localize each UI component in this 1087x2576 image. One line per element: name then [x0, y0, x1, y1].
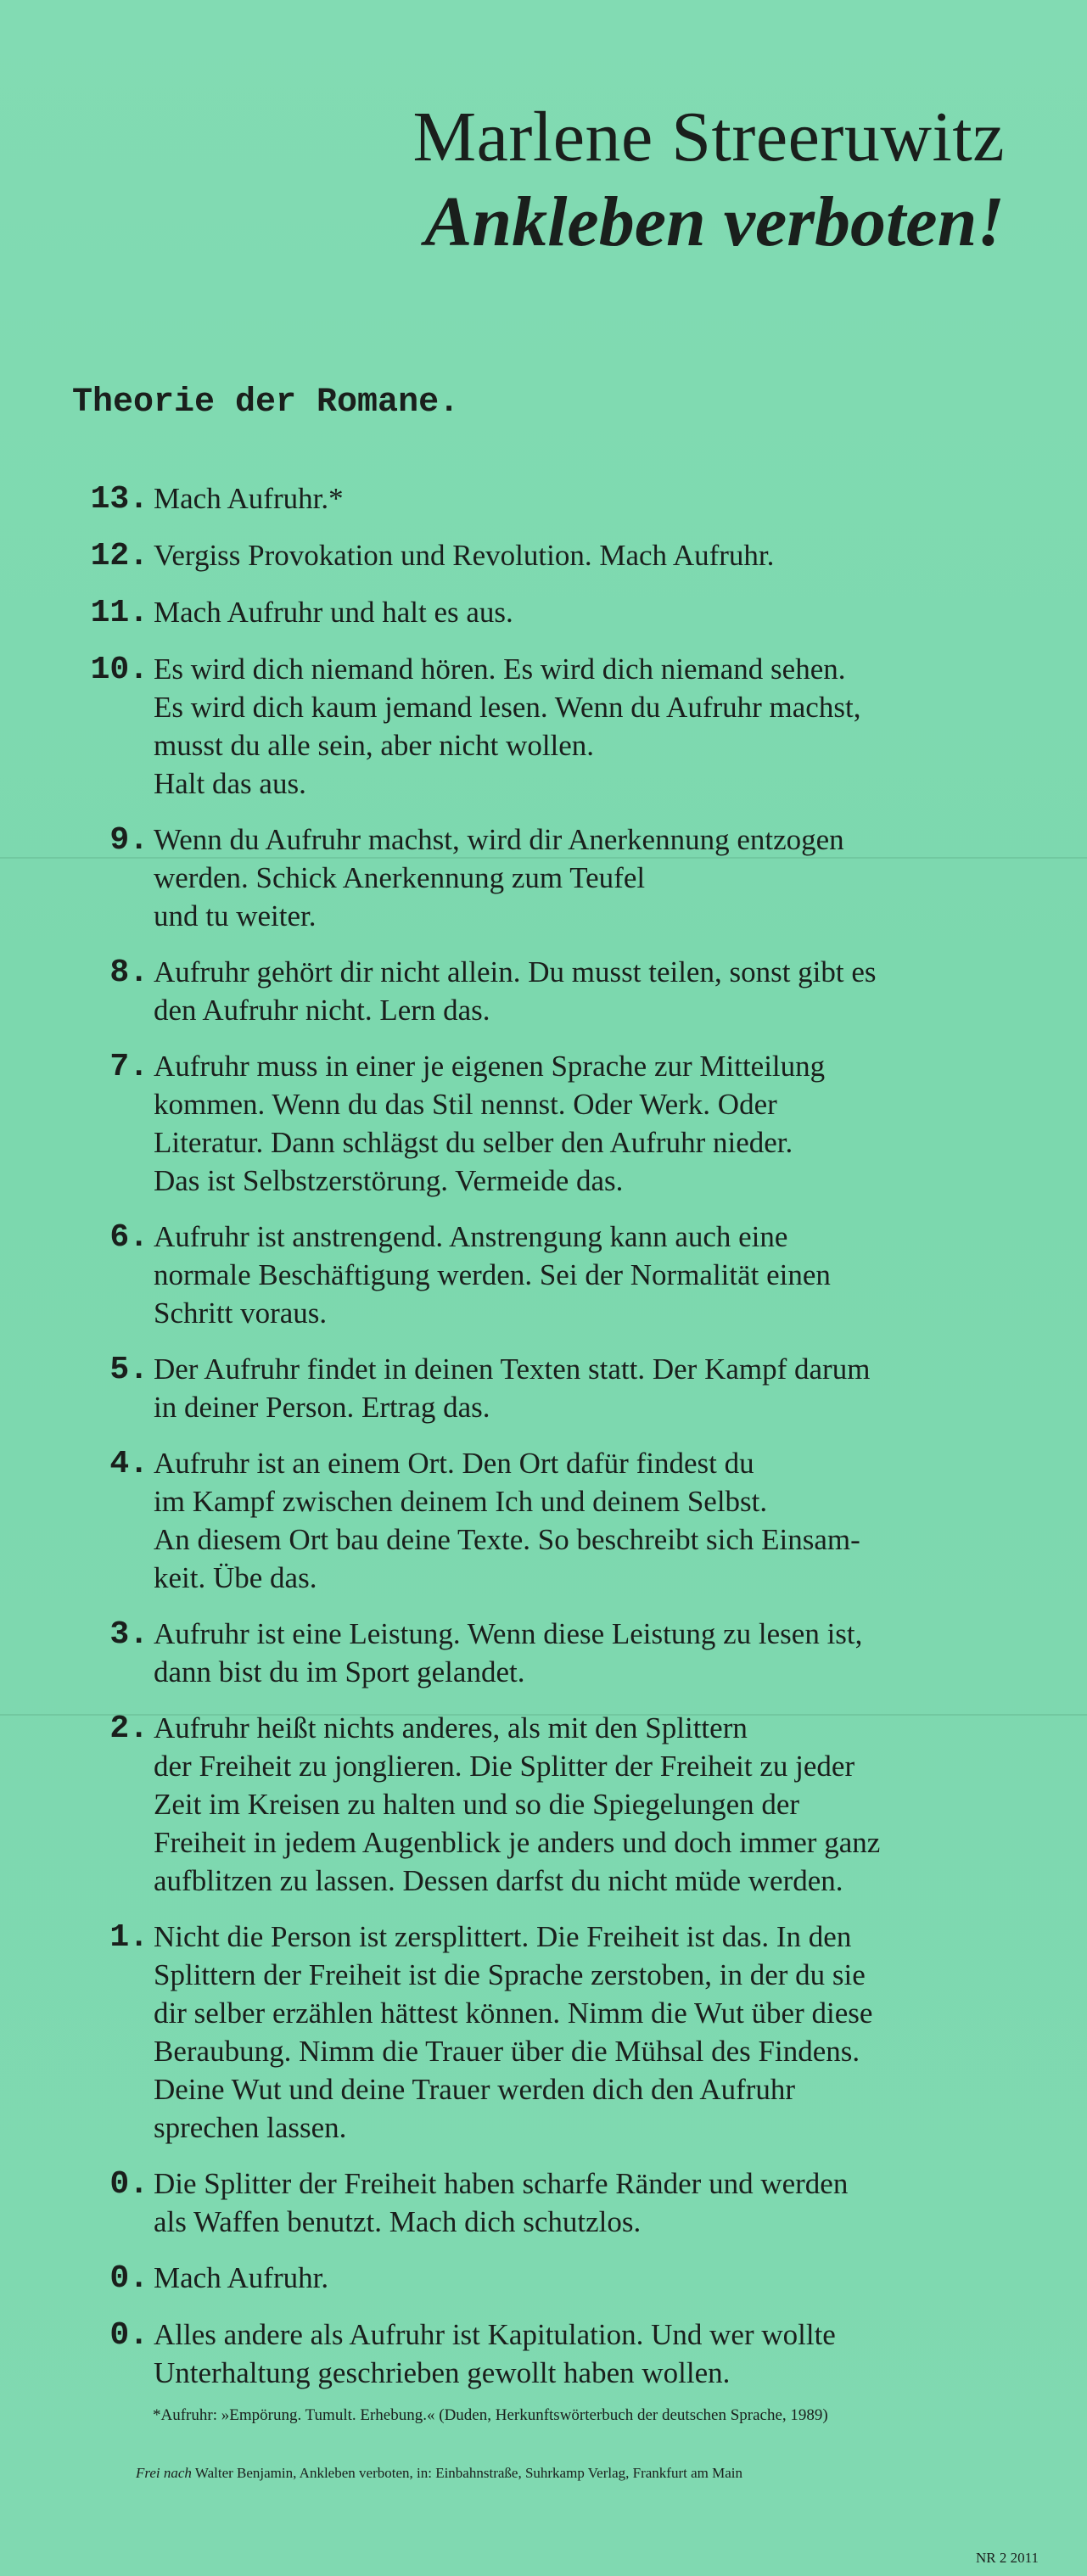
thesis-line: Alles andere als Aufruhr ist Kapitulation. Und wer wollte — [154, 2318, 836, 2351]
thesis-line: Freiheit in jedem Augenblick je anders und doch immer ganz — [154, 1826, 881, 1859]
thesis-line: Die Splitter der Freiheit haben scharfe Ränder und werden — [154, 2167, 849, 2200]
thesis-number: 3. — [109, 1616, 148, 1653]
thesis-line: Deine Wut und deine Trauer werden dich den Aufruhr — [154, 2073, 796, 2106]
thesis-number: 13. — [90, 481, 148, 518]
thesis-line: dir selber erzählen hättest können. Nimm die Wut über diese — [154, 1996, 873, 2030]
thesis-item — [0, 1615, 1087, 1691]
thesis-line: normale Beschäftigung werden. Sei der Normalität einen — [154, 1258, 831, 1291]
thesis-line: keit. Übe das. — [154, 1561, 317, 1594]
thesis-item — [0, 650, 1087, 803]
header — [412, 95, 1005, 265]
thesis-text — [154, 2164, 1028, 2241]
thesis-line: Mach Aufruhr. — [154, 2261, 329, 2294]
source-text: Walter Benjamin, Ankleben verboten, in: Einbahnstraße, Suhrkamp Verlag, Frankfurt am Main — [194, 2465, 742, 2481]
thesis-line: Splittern der Freiheit ist die Sprache zerstoben, in der du sie — [154, 1958, 866, 1991]
thesis-number: 9. — [109, 822, 148, 859]
thesis-number: 5. — [109, 1352, 148, 1388]
thesis-number: 1. — [109, 1919, 148, 1956]
thesis-number: 2. — [109, 1711, 148, 1747]
thesis-number: 10. — [90, 652, 148, 688]
thesis-line: Zeit im Kreisen zu halten und so die Spiegelungen der — [154, 1788, 800, 1821]
thesis-line: Aufruhr ist eine Leistung. Wenn diese Leistung zu lesen ist, — [154, 1617, 863, 1650]
thesis-text — [154, 593, 1028, 631]
thesis-text — [154, 1918, 1028, 2147]
thesis-item — [0, 1444, 1087, 1597]
thesis-line: Es wird dich kaum jemand lesen. Wenn du Aufruhr machst, — [154, 691, 861, 724]
thesis-number: 0. — [109, 2317, 148, 2354]
thesis-text — [154, 1350, 1028, 1426]
thesis-line: den Aufruhr nicht. Lern das. — [154, 994, 490, 1027]
thesis-line: Aufruhr muss in einer je eigenen Sprache zur Mitteilung — [154, 1050, 826, 1083]
thesis-item — [0, 593, 1087, 632]
thesis-item — [0, 1709, 1087, 1900]
thesis-line: Aufruhr ist anstrengend. Anstrengung kann auch eine — [154, 1220, 788, 1253]
thesis-line: als Waffen benutzt. Mach dich schutzlos. — [154, 2205, 642, 2238]
thesis-number: 0. — [109, 2260, 148, 2297]
thesis-line: Aufruhr gehört dir nicht allein. Du musst teilen, sonst gibt es — [154, 955, 877, 988]
thesis-item — [0, 1350, 1087, 1426]
thesis-text — [154, 1218, 1028, 1332]
thesis-line: der Freiheit zu jonglieren. Die Splitter der Freiheit zu jeder — [154, 1750, 855, 1783]
thesis-line: Das ist Selbstzerstörung. Vermeide das. — [154, 1164, 624, 1197]
thesis-line: An diesem Ort bau deine Texte. So beschreibt sich Einsam- — [154, 1523, 860, 1556]
thesis-item — [0, 1047, 1087, 1200]
thesis-item — [0, 1918, 1087, 2147]
thesis-number: 11. — [90, 595, 148, 631]
author-name: Marlene Streeruwitz — [412, 98, 1005, 176]
thesis-line: Beraubung. Nimm die Trauer über die Mühsal des Findens. — [154, 2035, 860, 2068]
thesis-number: 0. — [109, 2166, 148, 2203]
thesis-text — [154, 536, 1028, 574]
theses-list — [0, 479, 1087, 2410]
thesis-line: in deiner Person. Ertrag das. — [154, 1391, 490, 1424]
thesis-line: Schritt voraus. — [154, 1296, 328, 1330]
source-prefix: Frei nach — [136, 2465, 192, 2481]
thesis-item — [0, 479, 1087, 518]
thesis-text — [154, 2259, 1028, 2297]
thesis-line: Nicht die Person ist zersplittert. Die Freiheit ist das. In den — [154, 1920, 852, 1953]
thesis-line: Es wird dich niemand hören. Es wird dich niemand sehen. — [154, 652, 846, 686]
thesis-text — [154, 2316, 1028, 2392]
thesis-line: im Kampf zwischen deinem Ich und deinem Selbst. — [154, 1485, 768, 1518]
thesis-line: Mach Aufruhr und halt es aus. — [154, 596, 513, 629]
thesis-line: Wenn du Aufruhr machst, wird dir Anerkennung entzogen — [154, 823, 844, 856]
thesis-number: 4. — [109, 1446, 148, 1482]
thesis-line: und tu weiter. — [154, 899, 317, 932]
thesis-number: 12. — [90, 538, 148, 574]
thesis-text — [154, 1615, 1028, 1691]
thesis-line: Vergiss Provokation und Revolution. Mach Aufruhr. — [154, 539, 775, 572]
section-title: Theorie der Romane. — [72, 384, 460, 422]
thesis-line: Aufruhr ist an einem Ort. Den Ort dafür findest du — [154, 1447, 754, 1480]
thesis-line: dann bist du im Sport gelandet. — [154, 1655, 525, 1688]
thesis-line: Mach Aufruhr.* — [154, 482, 344, 515]
thesis-text — [154, 650, 1028, 803]
thesis-line: kommen. Wenn du das Stil nennst. Oder Werk. Oder — [154, 1088, 777, 1121]
thesis-item — [0, 536, 1087, 575]
thesis-text — [154, 1047, 1028, 1200]
thesis-line: Halt das aus. — [154, 767, 306, 800]
thesis-item — [0, 820, 1087, 935]
thesis-line: musst du alle sein, aber nicht wollen. — [154, 729, 595, 762]
thesis-line: werden. Schick Anerkennung zum Teufel — [154, 861, 646, 894]
thesis-line: Literatur. Dann schlägst du selber den Aufruhr nieder. — [154, 1126, 793, 1159]
thesis-item — [0, 2316, 1087, 2392]
thesis-number: 7. — [109, 1049, 148, 1085]
thesis-item — [0, 1218, 1087, 1332]
source-credit — [136, 2464, 742, 2483]
issue-number: NR 2 2011 — [976, 2550, 1039, 2566]
thesis-line: Unterhaltung geschrieben gewollt haben wollen. — [154, 2356, 731, 2389]
thesis-line: aufblitzen zu lassen. Dessen darfst du nicht müde werden. — [154, 1864, 843, 1897]
thesis-text — [154, 479, 1028, 518]
thesis-item — [0, 2259, 1087, 2298]
thesis-item — [0, 953, 1087, 1029]
thesis-number: 8. — [109, 955, 148, 991]
thesis-text — [154, 953, 1028, 1029]
thesis-line: sprechen lassen. — [154, 2111, 347, 2144]
poster-title: Ankleben verboten! — [424, 182, 1005, 261]
thesis-text — [154, 1709, 1028, 1900]
thesis-line: Aufruhr heißt nichts anderes, als mit den Splittern — [154, 1711, 748, 1744]
thesis-line: Der Aufruhr findet in deinen Texten statt. Der Kampf darum — [154, 1352, 871, 1386]
thesis-number: 6. — [109, 1219, 148, 1256]
thesis-text — [154, 820, 1028, 935]
thesis-text — [154, 1444, 1028, 1597]
footnote: *Aufruhr: »Empörung. Tumult. Erhebung.« (Duden, Herkunftswörterbuch der deutschen Sprache, 1989) — [153, 2406, 828, 2424]
thesis-item — [0, 2164, 1087, 2241]
